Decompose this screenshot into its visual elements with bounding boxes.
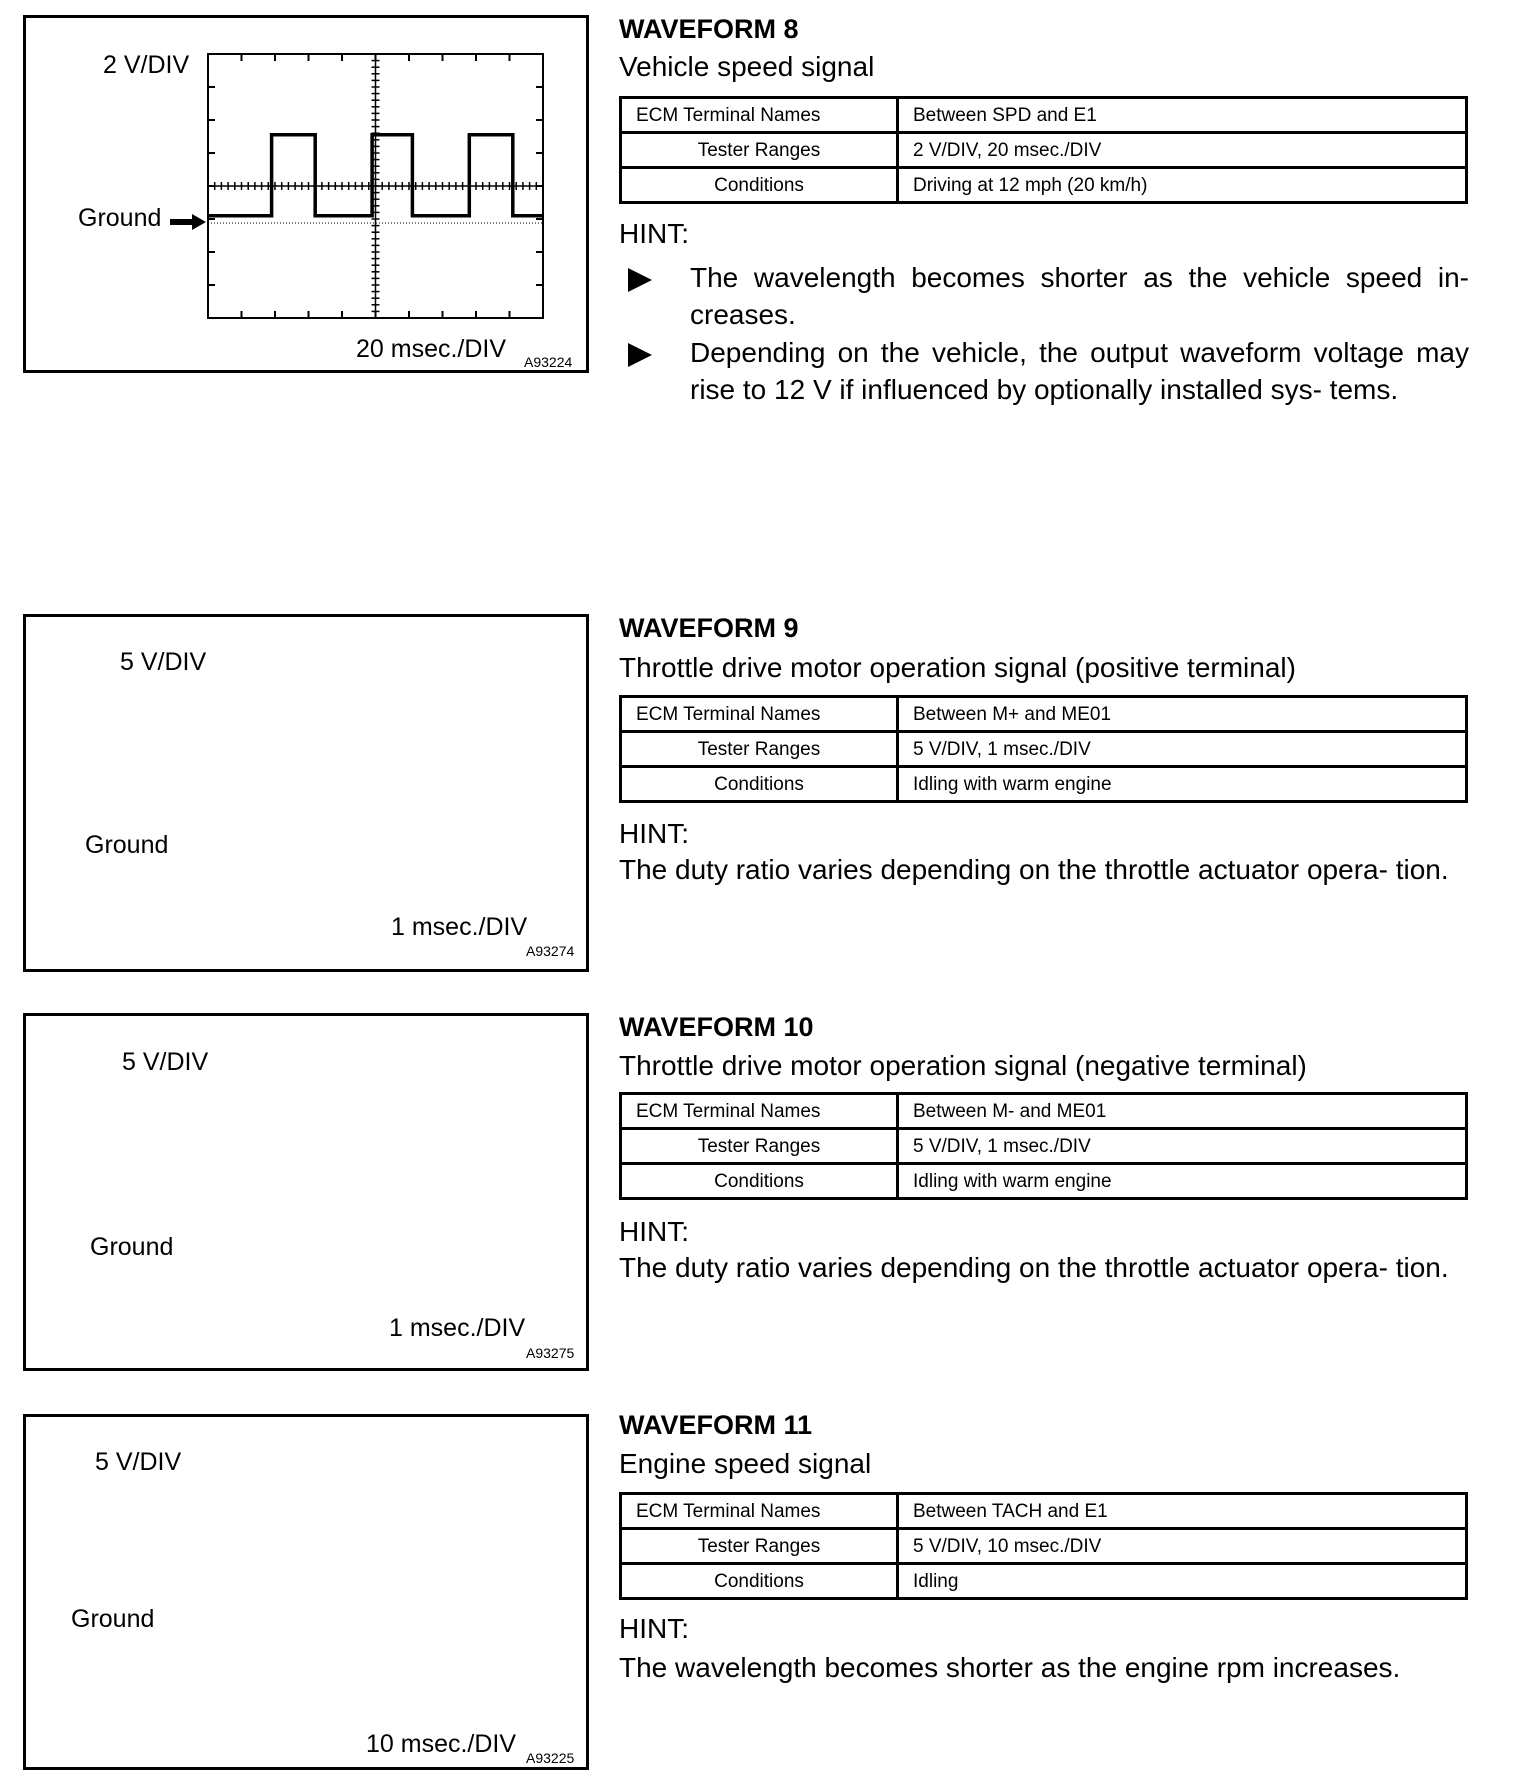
waveform-10-figure (23, 1013, 589, 1371)
section-subtitle: Engine speed signal (619, 1448, 872, 1479)
time-per-div-label: 1 msec./DIV (389, 1314, 526, 1342)
waveform-9-figure (23, 614, 589, 972)
table-row (621, 697, 1467, 732)
spec-table (619, 695, 1468, 803)
table-value: 5 V/DIV, 1 msec./DIV (898, 732, 1467, 767)
table-row (621, 1094, 1467, 1129)
time-per-div-label: 10 msec./DIV (366, 1730, 517, 1758)
section-subtitle: Throttle drive motor operation signal (negative terminal) (619, 1050, 1307, 1081)
time-per-div-label: 20 msec./DIV (356, 335, 507, 363)
hint-label: HINT: (619, 218, 689, 249)
table-row (621, 1564, 1467, 1599)
table-key: Tester Ranges (621, 732, 898, 767)
table-value: Idling with warm engine (898, 767, 1467, 802)
hint-text: The wavelength becomes shorter as the engine rpm increases. (619, 1652, 1401, 1683)
figure-code: A93275 (526, 1345, 575, 1361)
table-key: Tester Ranges (621, 1129, 898, 1164)
hint-text: The wavelength becomes shorter as the vehicle speed in- creases. (690, 262, 1469, 330)
figure-code: A93274 (526, 943, 575, 959)
volts-per-div-label: 2 V/DIV (103, 51, 190, 79)
table-key: ECM Terminal Names (621, 1494, 898, 1529)
volts-per-div-label: 5 V/DIV (120, 648, 207, 676)
table-key: Tester Ranges (621, 1529, 898, 1564)
figure-code: A93225 (526, 1750, 575, 1766)
table-row (621, 1129, 1467, 1164)
table-value: Between TACH and E1 (898, 1494, 1467, 1529)
table-row (621, 1164, 1467, 1199)
waveform-11-figure (23, 1414, 589, 1770)
table-row (621, 767, 1467, 802)
table-key: ECM Terminal Names (621, 697, 898, 732)
hint-label: HINT: (619, 1216, 689, 1247)
section-title: WAVEFORM 9 (619, 613, 799, 643)
spec-table (619, 1492, 1468, 1600)
hint-label: HINT: (619, 818, 689, 849)
section-subtitle: Vehicle speed signal (619, 51, 875, 82)
figure-code: A93224 (524, 354, 573, 370)
table-row (621, 1529, 1467, 1564)
triangle-bullet-icon (628, 268, 652, 292)
table-row (621, 133, 1467, 168)
section-title: WAVEFORM 11 (619, 1410, 813, 1440)
section-title: WAVEFORM 10 (619, 1012, 814, 1042)
spec-table (619, 96, 1468, 204)
table-row (621, 1494, 1467, 1529)
table-value: Between SPD and E1 (898, 98, 1467, 133)
table-value: 5 V/DIV, 1 msec./DIV (898, 1129, 1467, 1164)
table-row (621, 98, 1467, 133)
table-key: ECM Terminal Names (621, 1094, 898, 1129)
table-value: Idling (898, 1564, 1467, 1599)
table-value: 2 V/DIV, 20 msec./DIV (898, 133, 1467, 168)
table-value: 5 V/DIV, 10 msec./DIV (898, 1529, 1467, 1564)
hint-text: The duty ratio varies depending on the throttle actuator opera- tion. (619, 1252, 1449, 1283)
ground-label: Ground (71, 1605, 155, 1633)
triangle-bullet-icon (628, 343, 652, 367)
table-key: Conditions (621, 1164, 898, 1199)
volts-per-div-label: 5 V/DIV (95, 1448, 182, 1476)
table-row (621, 732, 1467, 767)
hint-label: HINT: (619, 1613, 689, 1644)
table-value: Between M- and ME01 (898, 1094, 1467, 1129)
volts-per-div-label: 5 V/DIV (122, 1048, 209, 1076)
table-value: Idling with warm engine (898, 1164, 1467, 1199)
time-per-div-label: 1 msec./DIV (391, 913, 528, 941)
table-key: Tester Ranges (621, 133, 898, 168)
hint-text: Depending on the vehicle, the output waveform voltage may rise to 12 V if influenced by optionally installed sys- tems. (690, 337, 1469, 405)
hint-text: The duty ratio varies depending on the throttle actuator opera- tion. (619, 854, 1449, 885)
table-value: Between M+ and ME01 (898, 697, 1467, 732)
table-key: Conditions (621, 168, 898, 203)
section-title: WAVEFORM 8 (619, 14, 799, 44)
ground-label: Ground (85, 831, 169, 859)
waveform-8-figure (23, 15, 589, 373)
spec-table (619, 1092, 1468, 1200)
ground-label: Ground (78, 204, 162, 232)
table-key: ECM Terminal Names (621, 98, 898, 133)
table-row (621, 168, 1467, 203)
section-subtitle: Throttle drive motor operation signal (positive terminal) (619, 652, 1296, 683)
ground-label: Ground (90, 1233, 174, 1261)
table-key: Conditions (621, 767, 898, 802)
table-value: Driving at 12 mph (20 km/h) (898, 168, 1467, 203)
table-key: Conditions (621, 1564, 898, 1599)
